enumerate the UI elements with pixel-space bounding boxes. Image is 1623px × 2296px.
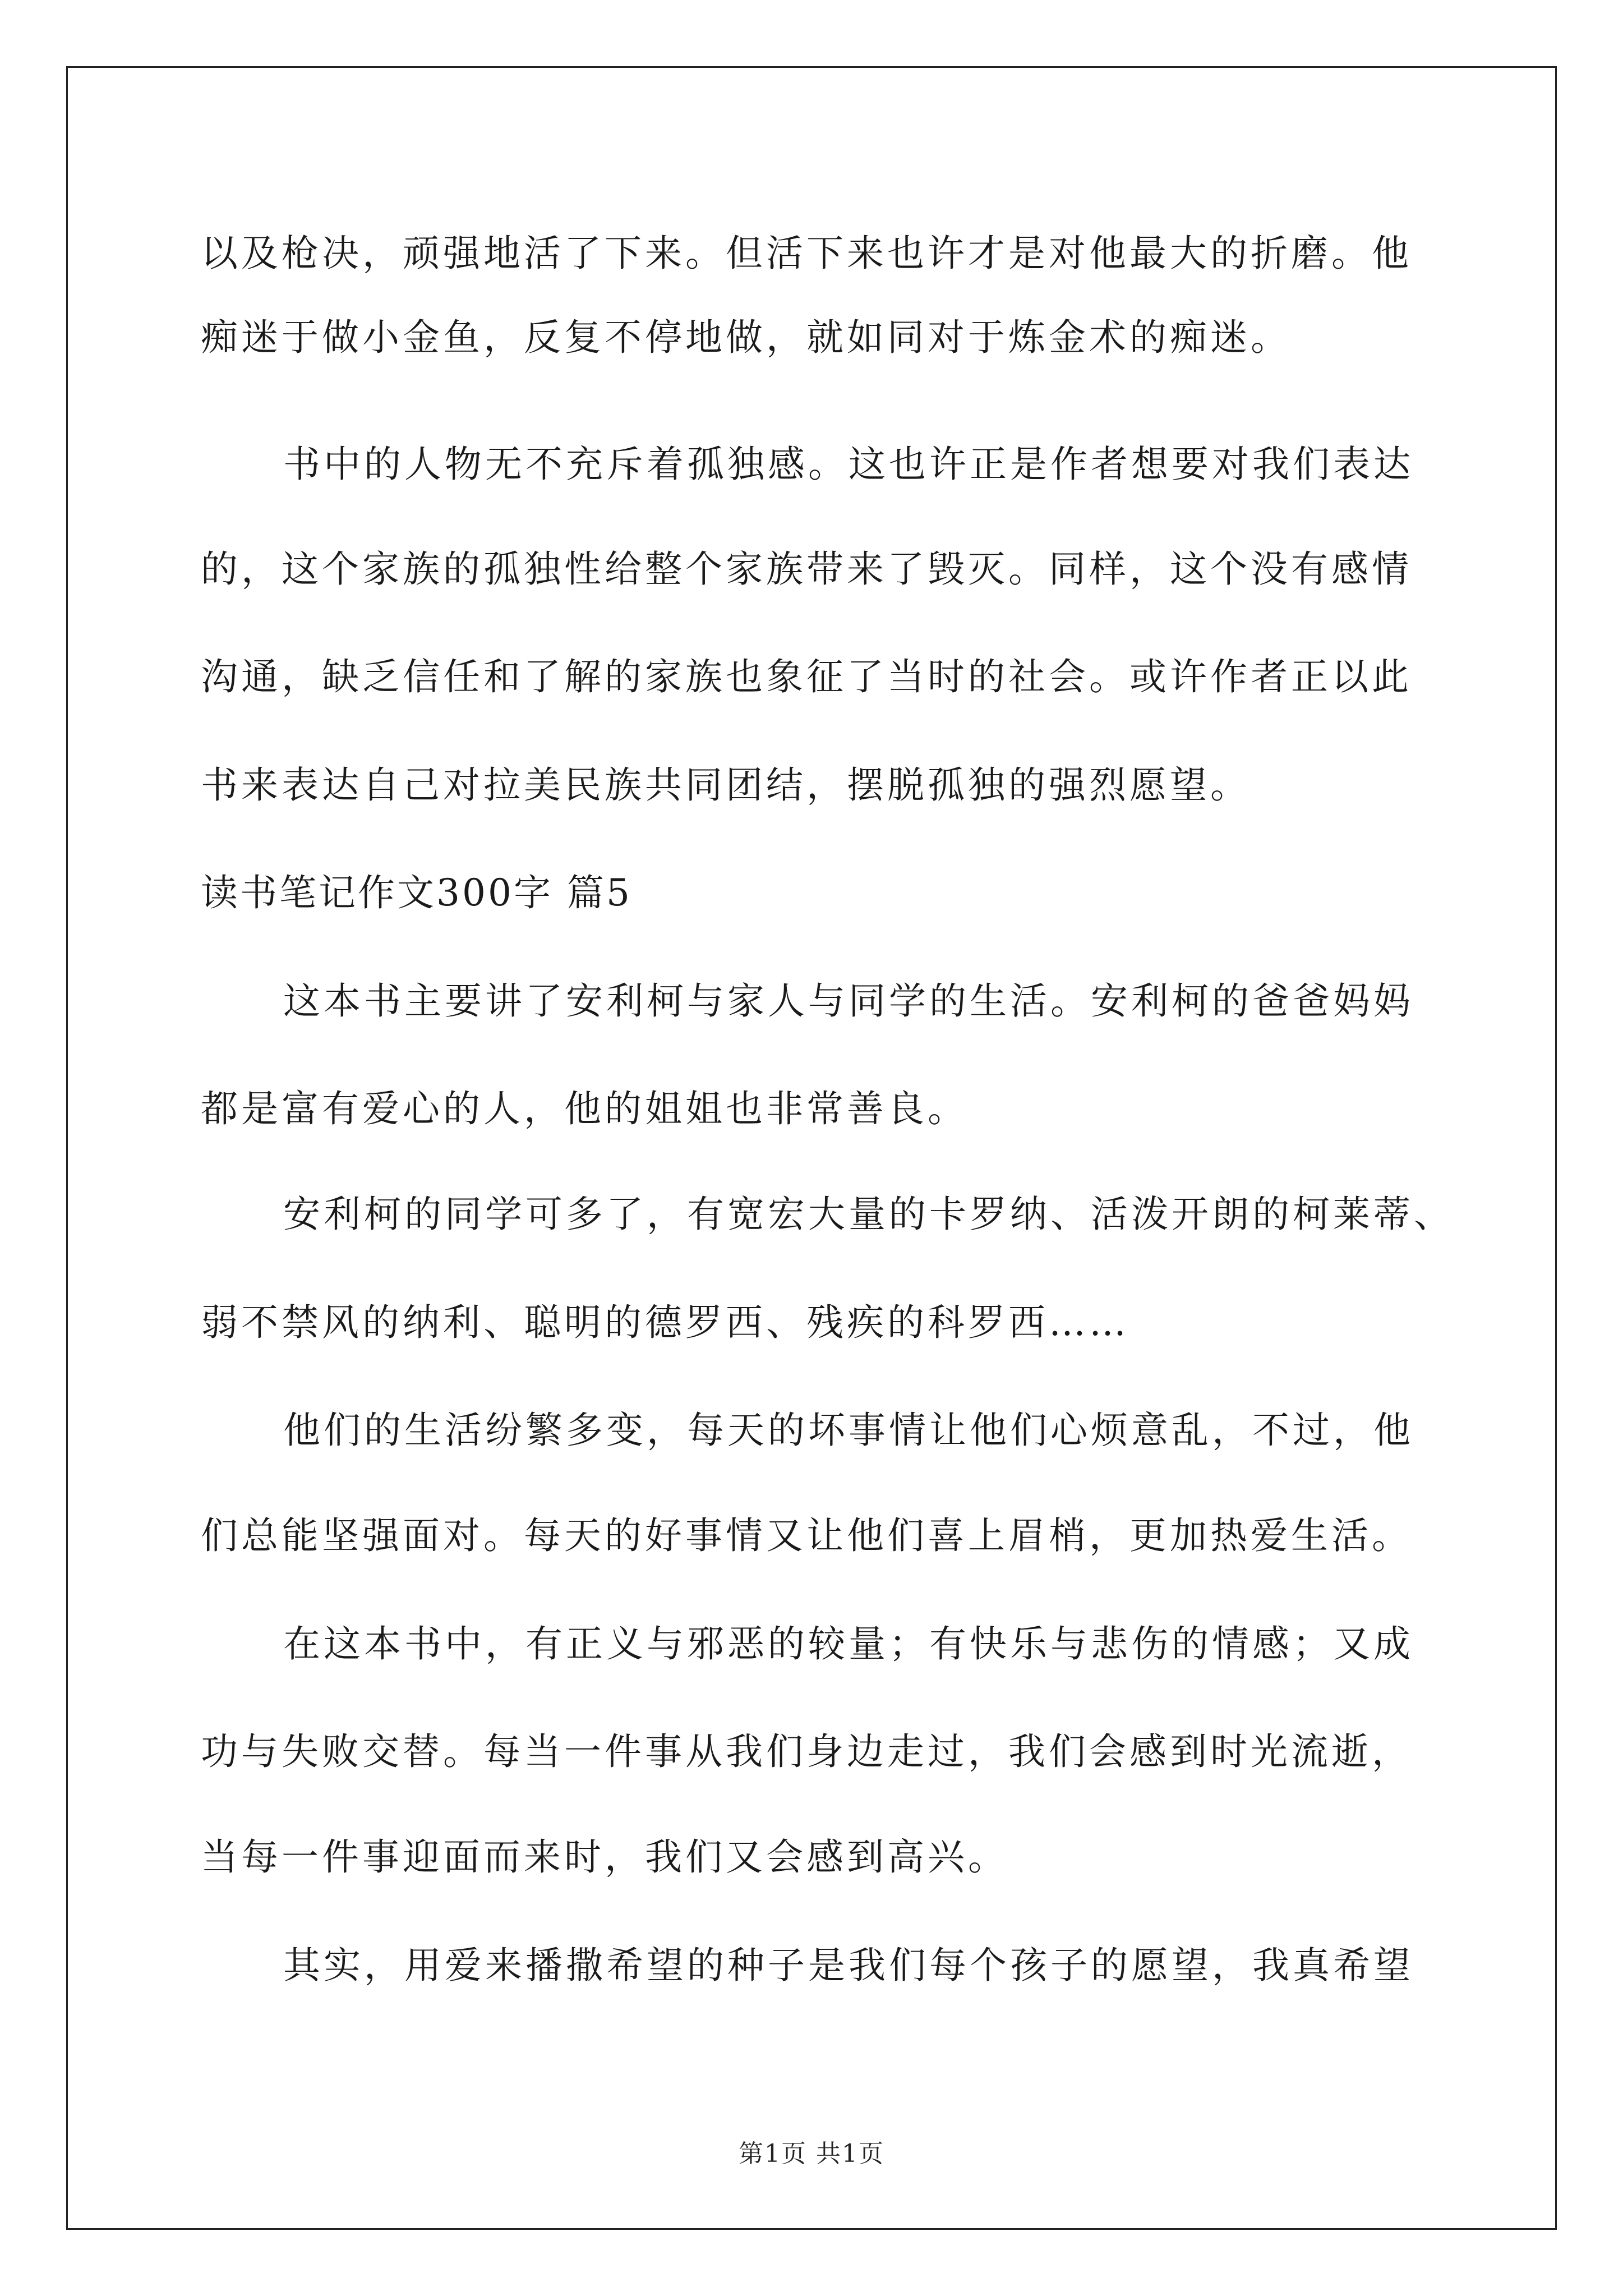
page-border <box>66 66 1557 2230</box>
text-line: 在这本书中，有正义与邪恶的较量；有快乐与悲伤的情感；又成 <box>283 1622 1414 1665</box>
text-line: 他们的生活纷繁多变，每天的坏事情让他们心烦意乱，不过，他 <box>283 1409 1414 1452</box>
text-line: 当每一件事迎面而来时，我们又会感到高兴。 <box>201 1835 1008 1879</box>
text-line: 们总能坚强面对。每天的好事情又让他们喜上眉梢，更加热爱生活。 <box>201 1514 1412 1557</box>
text-line: 书来表达自己对拉美民族共同团结，摆脱孤独的强烈愿望。 <box>201 763 1251 807</box>
page-footer: 第1页 共1页 <box>739 2139 884 2168</box>
text-line: 沟通，缺乏信任和了解的家族也象征了当时的社会。或许作者正以此 <box>201 655 1412 698</box>
text-line: 弱不禁风的纳利、聪明的德罗西、残疾的科罗西…… <box>201 1301 1129 1344</box>
text-line: 痴迷于做小金鱼，反复不停地做，就如同对于炼金术的痴迷。 <box>201 316 1291 359</box>
section-heading: 读书笔记作文300字 篇5 <box>201 871 632 914</box>
text-line: 安利柯的同学可多了，有宽宏大量的卡罗纳、活泼开朗的柯莱蒂、 <box>283 1193 1454 1236</box>
text-line: 这本书主要讲了安利柯与家人与同学的生活。安利柯的爸爸妈妈 <box>283 979 1414 1023</box>
text-line: 功与失败交替。每当一件事从我们身边走过，我们会感到时光流逝， <box>201 1730 1412 1773</box>
text-line: 的，这个家族的孤独性给整个家族带来了毁灭。同样，这个没有感情 <box>201 547 1412 591</box>
text-line: 以及枪决，顽强地活了下来。但活下来也许才是对他最大的折磨。他 <box>201 232 1412 275</box>
text-line: 其实，用爱来播撒希望的种子是我们每个孩子的愿望，我真希望 <box>283 1944 1414 1987</box>
text-line: 书中的人物无不充斥着孤独感。这也许正是作者想要对我们表达 <box>283 443 1414 486</box>
text-line: 都是富有爱心的人，他的姐姐也非常善良。 <box>201 1087 968 1130</box>
